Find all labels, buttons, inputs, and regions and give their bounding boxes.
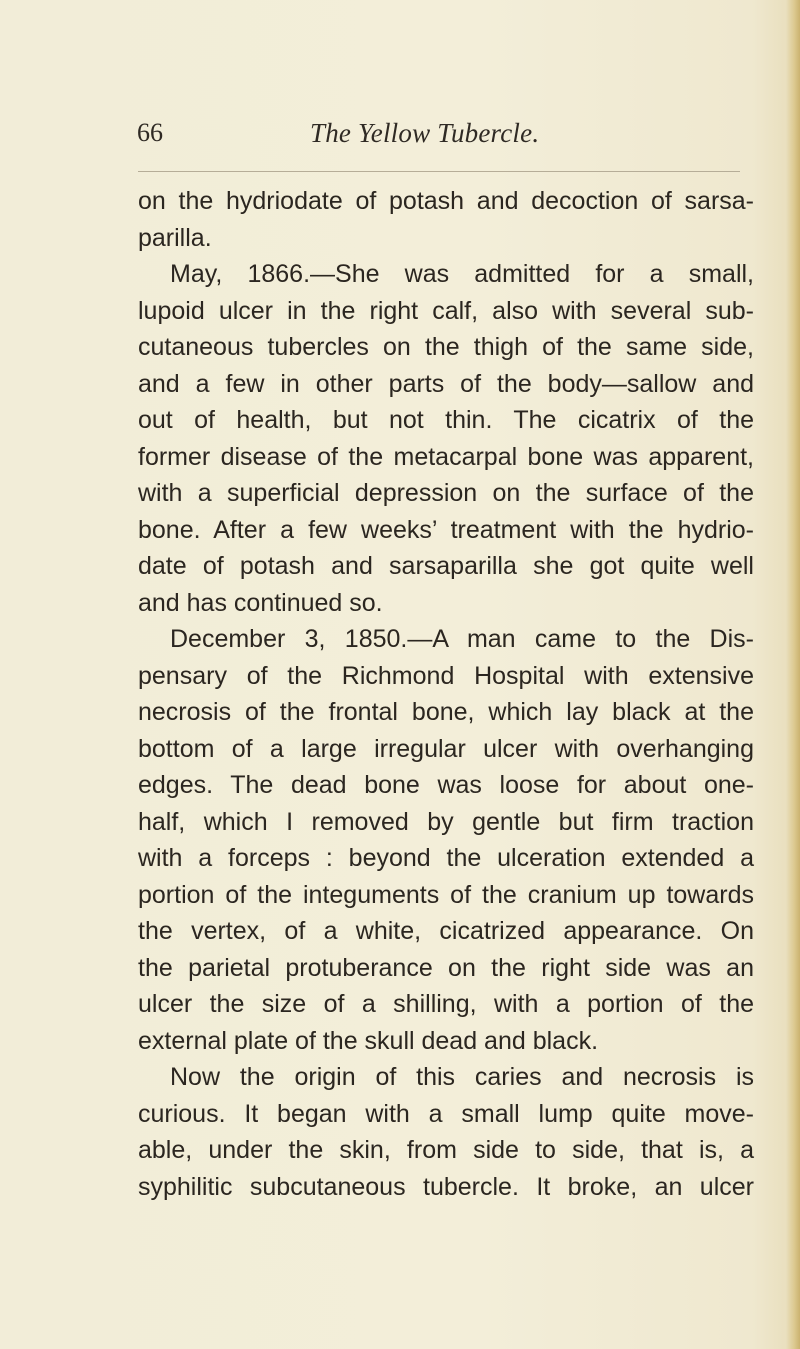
text-line: pensary of the Richmond Hospital with extensive xyxy=(138,661,754,690)
text-line: Now the origin of this caries and necrosis is xyxy=(170,1063,754,1091)
text-line: with a forceps : beyond the ulceration extended a xyxy=(138,844,754,872)
text-line: May, 1866.—She was admitted for a small, xyxy=(170,260,754,288)
text-line: half, which I removed by gentle but firm traction xyxy=(138,807,754,836)
text-line: able, under the skin, from side to side, that is, a xyxy=(138,1136,754,1164)
text-line: and a few in other parts of the body—sallow and xyxy=(138,369,754,398)
text-line: date of potash and sarsaparilla she got quite well xyxy=(138,552,754,580)
text-line: external plate of the skull dead and black. xyxy=(138,1026,599,1055)
page-header xyxy=(0,118,800,158)
running-title: The Yellow Tubercle. xyxy=(310,118,540,148)
text-line: bone. After a few weeks’ treatment with the hydrio- xyxy=(138,515,754,544)
text-line: with a superficial depression on the surface of the xyxy=(138,479,754,507)
text-line: December 3, 1850.—A man came to the Dis- xyxy=(170,625,754,653)
body-text xyxy=(138,183,754,1205)
header-rule xyxy=(138,171,740,172)
text-line: the vertex, of a white, cicatrized appearance. On xyxy=(138,917,754,945)
text-line: curious. It began with a small lump quite move- xyxy=(138,1099,754,1128)
page-number: 66 xyxy=(137,118,163,147)
text-line: cutaneous tubercles on the thigh of the same side, xyxy=(138,333,754,361)
text-line: portion of the integuments of the cranium up towards xyxy=(138,880,754,909)
text-line: lupoid ulcer in the right calf, also with several sub- xyxy=(138,296,754,325)
text-line: out of health, but not thin. The cicatrix of the xyxy=(138,406,754,434)
text-line: syphilitic subcutaneous tubercle. It broke, an ulcer xyxy=(138,1172,754,1201)
text-line: former disease of the metacarpal bone was apparent, xyxy=(138,442,754,471)
page-edge-shading xyxy=(786,0,800,1349)
text-line: edges. The dead bone was loose for about one- xyxy=(138,771,754,799)
text-line: parilla. xyxy=(138,223,212,252)
text-line: necrosis of the frontal bone, which lay black at the xyxy=(138,698,754,726)
text-line: the parietal protuberance on the right side was an xyxy=(138,953,754,982)
text-line: on the hydriodate of potash and decoction of sarsa- xyxy=(138,187,754,215)
text-line: ulcer the size of a shilling, with a portion of the xyxy=(138,990,754,1018)
text-line: bottom of a large irregular ulcer with overhanging xyxy=(138,734,754,763)
text-line: and has continued so. xyxy=(138,588,383,617)
